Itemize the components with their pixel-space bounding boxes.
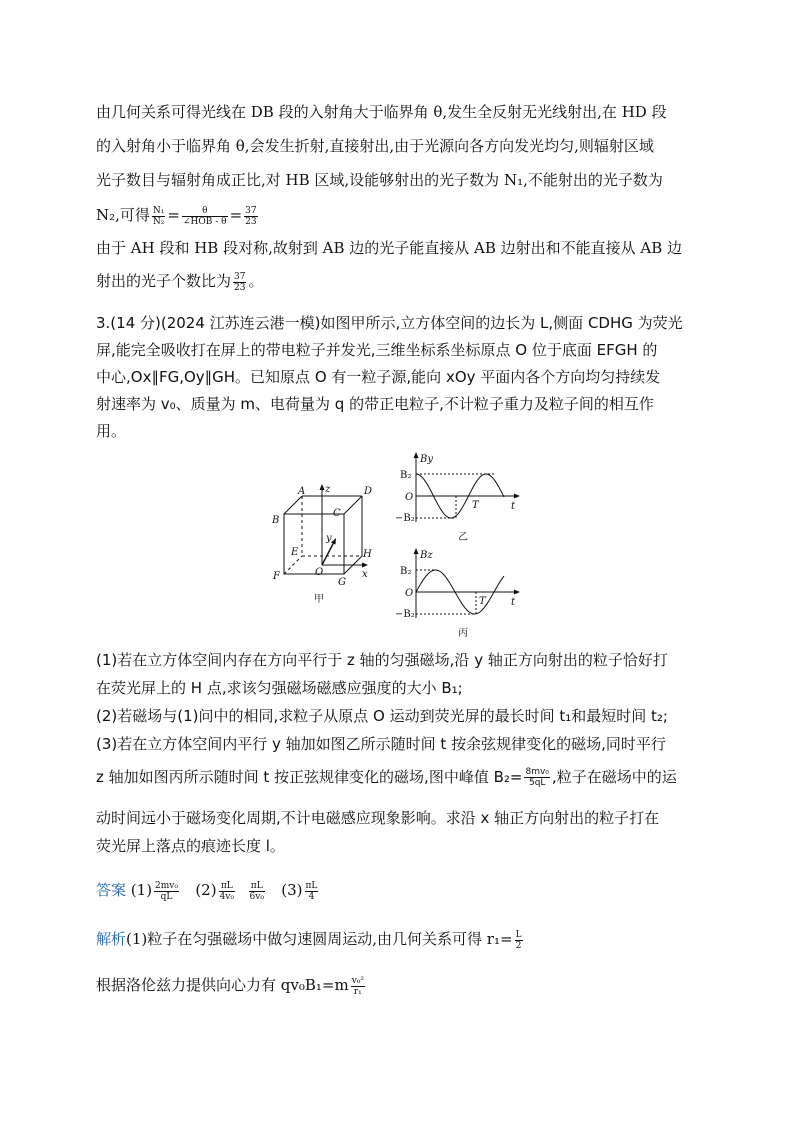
axis-label: y xyxy=(326,533,332,544)
text-span: ,粒子在磁场中的运 xyxy=(551,768,677,786)
fraction: $\frac{\pi L}{4}$ xyxy=(305,880,318,902)
text-span: (2) xyxy=(195,881,217,899)
fraction: $\frac{\text{8mv₀}}{5qL}$ xyxy=(525,767,549,788)
figure-caption: 乙 xyxy=(458,532,468,543)
problem-line: 3.(14 分)(2024 江苏连云港一模)如图甲所示,立方体空间的边长为 L,侧面 CDHG 为荧光 xyxy=(96,314,683,332)
fraction: $\frac{\theta}{\text{∠HOB - θ}}$ xyxy=(182,205,227,227)
cube-edge xyxy=(284,496,302,514)
fraction: $\frac{\text{v₀²}}{\text{r₁}}$ xyxy=(351,975,364,997)
cube-figure xyxy=(262,478,382,610)
problem-line: 用。 xyxy=(96,422,127,440)
arrow-up-icon xyxy=(414,548,419,554)
vertex-label: G xyxy=(338,577,346,588)
question-line xyxy=(96,764,696,790)
x-arrow-icon xyxy=(362,563,368,568)
text-span: (1) xyxy=(130,881,153,899)
fraction: $\frac{37}{23}$ xyxy=(234,271,246,293)
equals: = xyxy=(229,206,243,224)
question-line: (2)若磁场与(1)问中的相同,求粒子从原点 O 运动到荧光屏的最长时间 t₁和最短时间 t₂; xyxy=(96,707,668,725)
tick-label: B₂ xyxy=(400,470,412,481)
fraction: $\frac{\text{N₁}}{\text{N₂}}$ xyxy=(152,205,165,227)
y-arrow-icon xyxy=(331,538,336,545)
problem-line: 中心,Ox∥FG,Oy∥GH。已知原点 O 有一粒子源,能向 xOy 平面内各个方向均匀持续发 xyxy=(96,368,661,386)
fraction: $\frac{\pi L}{\text{4v₀}}$ xyxy=(219,880,234,902)
axis-label: By xyxy=(420,454,433,465)
text-span: z 轴加如图丙所示随时间 t 按正弦规律变化的磁场,图中峰值 B₂= xyxy=(96,768,523,786)
axis-label: t xyxy=(511,501,516,512)
arrow-up-icon xyxy=(414,452,419,458)
axis-label: t xyxy=(511,597,516,608)
cube-hidden-edge xyxy=(284,556,302,574)
fraction: $\frac{L}{2}$ xyxy=(515,929,522,951)
tick-label: −B₂ xyxy=(395,513,415,524)
text-span: N₂,可得 xyxy=(96,206,150,224)
tick-label: T xyxy=(472,500,479,511)
analysis-line xyxy=(96,972,696,998)
text-line: 由于 AH 段和 HB 段对称,故射到 AB 边的光子能直接从 AB 边射出和不能直接从 AB 边 xyxy=(96,239,683,257)
vertex-label: E xyxy=(291,547,299,558)
equals: = xyxy=(167,206,180,224)
text-line: 由几何关系可得光线在 DB 段的入射角大于临界角 θ,发生全反射无光线射出,在 HD 段 xyxy=(96,103,667,121)
figure-caption: 甲 xyxy=(314,594,324,605)
axis-label: z xyxy=(325,484,331,495)
tick-label: O xyxy=(405,588,414,599)
problem-line: 屏,能完全吸收打在屏上的带电粒子并发光,三维坐标系坐标原点 O 位于底面 EFGH 的 xyxy=(96,341,658,359)
question-line: 荧光屏上落点的痕迹长度 l。 xyxy=(96,837,285,855)
bz-graph-figure xyxy=(378,548,528,640)
answer-line xyxy=(96,876,696,904)
fraction: $\frac{\pi L}{\text{6v₀}}$ xyxy=(249,880,264,902)
vertex-label: A xyxy=(298,486,306,497)
text-span: (1)粒子在匀强磁场中做匀速圆周运动,由几何关系可得 r₁= xyxy=(126,930,513,948)
text-line: 的入射角小于临界角 θ,会发生折射,直接射出,由于光源向各方向发光均匀,则辐射区域 xyxy=(96,137,654,155)
figure-caption: 丙 xyxy=(458,628,468,639)
cube-edge xyxy=(344,496,362,514)
arrow-right-icon xyxy=(514,590,520,595)
tick-label: T xyxy=(479,596,486,607)
axis-label: Bz xyxy=(420,550,433,561)
vertex-label: C xyxy=(333,508,341,519)
tick-label: B₂ xyxy=(400,566,412,577)
answer-label: 答案 xyxy=(96,881,127,899)
text-span: 射出的光子个数比为 xyxy=(96,272,232,290)
vertex-label: B xyxy=(272,515,280,526)
equation-line xyxy=(96,202,696,228)
fraction: $\frac{\text{2mv₀}}{qL}$ xyxy=(155,880,178,902)
text-span: 。 xyxy=(248,272,264,290)
vertex-label: F xyxy=(273,571,280,582)
text-line: 光子数目与辐射角成正比,对 HB 区域,设能够射出的光子数为 N₁,不能射出的光子数为 xyxy=(96,171,663,189)
y-axis xyxy=(322,542,334,565)
problem-line: 射速率为 v₀、质量为 m、电荷量为 q 的带正电粒子,不计粒子重力及粒子间的相互作 xyxy=(96,395,654,413)
text-span: (3) xyxy=(281,881,303,899)
question-line: (3)若在立方体空间内平行 y 轴加如图乙所示随时间 t 按余弦规律变化的磁场,同时平行 xyxy=(96,735,666,753)
origin-label: O xyxy=(315,567,324,578)
by-graph-figure xyxy=(378,452,528,544)
fraction: $\frac{37}{23}$ xyxy=(245,205,257,227)
question-line: (1)若在立方体空间内存在方向平行于 z 轴的匀强磁场,沿 y 轴正方向射出的粒子恰好打 xyxy=(96,651,668,669)
analysis-label: 解析 xyxy=(96,930,127,948)
question-line: 在荧光屏上的 H 点,求该匀强磁场磁感应强度的大小 B₁; xyxy=(96,679,463,697)
text-span: 根据洛伦兹力提供向心力有 qv₀B₁=m xyxy=(96,976,349,994)
vertex-label: H xyxy=(363,549,372,560)
vertex-label: D xyxy=(364,486,373,497)
axis-label: x xyxy=(362,569,368,580)
text-line xyxy=(96,268,696,294)
z-arrow-icon xyxy=(320,484,325,490)
question-line: 动时间远小于磁场变化周期,不计电磁感应现象影响。求沿 x 轴正方向射出的粒子打在 xyxy=(96,809,660,827)
analysis-line xyxy=(96,926,696,952)
tick-label: −B₂ xyxy=(395,609,415,620)
tick-label: O xyxy=(405,492,414,503)
arrow-right-icon xyxy=(514,494,520,499)
